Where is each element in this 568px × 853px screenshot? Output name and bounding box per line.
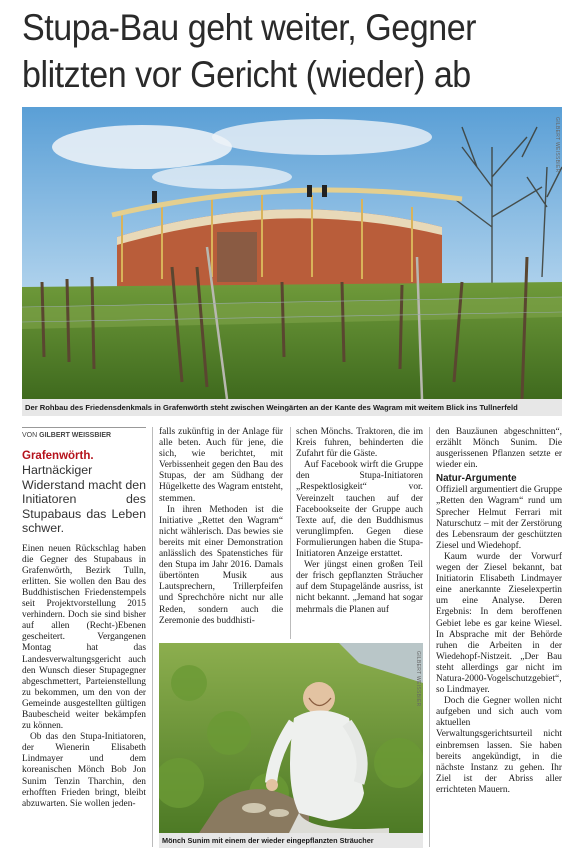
column-4 <box>436 427 562 796</box>
col3-paragraph: schen Mönchs. Traktoren, die im Kreis fuhren, behinderten die Zufahrt für die Gäste. <box>296 427 423 460</box>
col4-paragraph: Kaum wurde der Vorwurf wegen der Ziesel bekannt, bat Initiatorin Elisabeth Lindmayer eine anerkannte Zieselexpertin um eine Analyse. Deren Ergebnis: In dem beroffenen Gebiet lebe es gar keine Wiesel. In Absprache mit der Behörde ruhen die Arbeiten in der Wiedehopf-Nistzeit. „Der Bau steht allerdings gar nicht im Natura-2000-Vogelschutzgebiet“, so Lindmayer. <box>436 551 562 696</box>
col1-paragraph: Ob das den Stupa-Initiatoren, der Wienerin Elisabeth Lindmayer und dem koreanischen Mönch Bob Jon Sunim Tenzin Tharchin, den erhofften Frieden bringt, bleibt abzuwarten. Sie wollen jeden- <box>22 732 146 809</box>
byline-author: GILBERT WEISSBIER <box>39 432 112 439</box>
headline-line-2: blitzten vor Gericht (wieder) ab <box>22 54 471 95</box>
column-2 <box>159 427 283 627</box>
column-rule <box>152 427 153 847</box>
byline-prefix: VON <box>22 432 38 439</box>
col1-paragraph: Einen neuen Rückschlag haben die Gegner des Stupabaus in Grafenwörth, Bezirk Tulln, erlitten. Sie wollen den Bau des Buddhistischen Friedenstempels seit Projektvorstellung 2015 verhindern. Doch sie sind bisher auf allen (Recht-)Ebenen gescheitert. Vergangenen Montag hat das Landesverwaltungsgericht auch den Wunsch dieser Stupagegner abgeschmettert, Parteienstellung zu bekommen, um den von der Gemeinde ausgestellten gültigen Baubescheid weiter bekämpfen zu können. <box>22 543 146 732</box>
column-3 <box>296 427 423 616</box>
lede-text: Hartnäckiger Widerstand macht den Initiatoren des Stupabaus das Leben schwer. <box>22 463 146 536</box>
main-photo <box>22 107 562 399</box>
photo-credit: GILBERT WEISSBIER <box>554 117 560 173</box>
headline-line-1: Stupa-Bau geht weiter, Gegner <box>22 7 477 48</box>
column-1 <box>22 427 146 810</box>
col4-paragraph: Offiziell argumentiert die Gruppe „Retten den Wagram“ rund um Sprecher Helmut Ferrari mit Naturschutz – mit der Zerstörung des Lebensraum der geschützten Ziesel und Wiedehopf. <box>436 485 562 551</box>
col4-paragraph: den Bauzäunen abgeschnitten“, erzählt Mönch Sunim. Die ausgerissenen Pflanzen setzte er wieder ein. <box>436 427 562 471</box>
col2-paragraph: In ihren Methoden ist die Initiative „Rettet den Wagram“ nicht wählerisch. Das bewies sie bereits mit einer Demonstration anlässlich des Spatenstiches für den Stupa im Jahr 2016. Damals übertönten Musik aus Lautsprechern, Trillerpfeifen und Sprechchöre nicht nur alle Reden, sondern auch die Zeremonie des buddhisti- <box>159 504 283 626</box>
main-photo-caption: Der Rohbau des Friedensdenkmals in Grafenwörth steht zwischen Weingärten an der Kante des Wagram mit weitem Blick ins Tullnerfeld <box>22 399 562 416</box>
photo-credit: GILBERT WEISSBIER <box>415 651 421 707</box>
stupa-construction-image <box>22 107 562 399</box>
dateline-place: Grafenwörth. <box>22 450 94 463</box>
column-rule <box>429 427 430 847</box>
col2-paragraph: falls zukünftig in der Anlage für alle beten. Auch für jene, die sich, wie berichtet, mit Verbissenheit gegen den Bau des Stupas, der am Südhang der Hügelkette des Wagram entsteht, stemmen. <box>159 427 283 504</box>
monk-photo-caption: Mönch Sunim mit einem der wieder eingepflanzten Sträucher <box>159 833 423 848</box>
col3-paragraph: Wer jüngst einen großen Teil der frisch gepflanzten Sträucher auf dem Stupagelände ausriss, ist nicht bekannt. „Jemand hat sogar mehrmals die Planen auf <box>296 560 423 615</box>
headline <box>22 4 519 98</box>
column-rule <box>290 427 291 639</box>
byline <box>22 427 146 441</box>
monk-planting-image <box>159 643 423 833</box>
subhead-natur-argumente: Natur-Argumente <box>436 473 517 485</box>
monk-photo <box>159 643 423 833</box>
col4-paragraph: Doch die Gegner wollen nicht aufgeben und sich auch vom aktuellen Verwaltungsgerichtsurteil nicht einbremsen lassen. Sie haben bereits angekündigt, in die nächste Instanz zu gehen. Ihr Ziel ist der Abriss aller errichteten Mauern. <box>436 696 562 795</box>
col3-paragraph: Auf Facebook wirft die Gruppe den Stupa-Initiatoren „Respektlosigkeit“ vor. Vereinzelt tauchen auf der Facebookseite der Gruppe auch Texte auf, die den Buddhismus verunglimpfen. Gegen diese Formulierungen haben die Stupa-Initiatoren Anzeige erstattet. <box>296 460 423 560</box>
